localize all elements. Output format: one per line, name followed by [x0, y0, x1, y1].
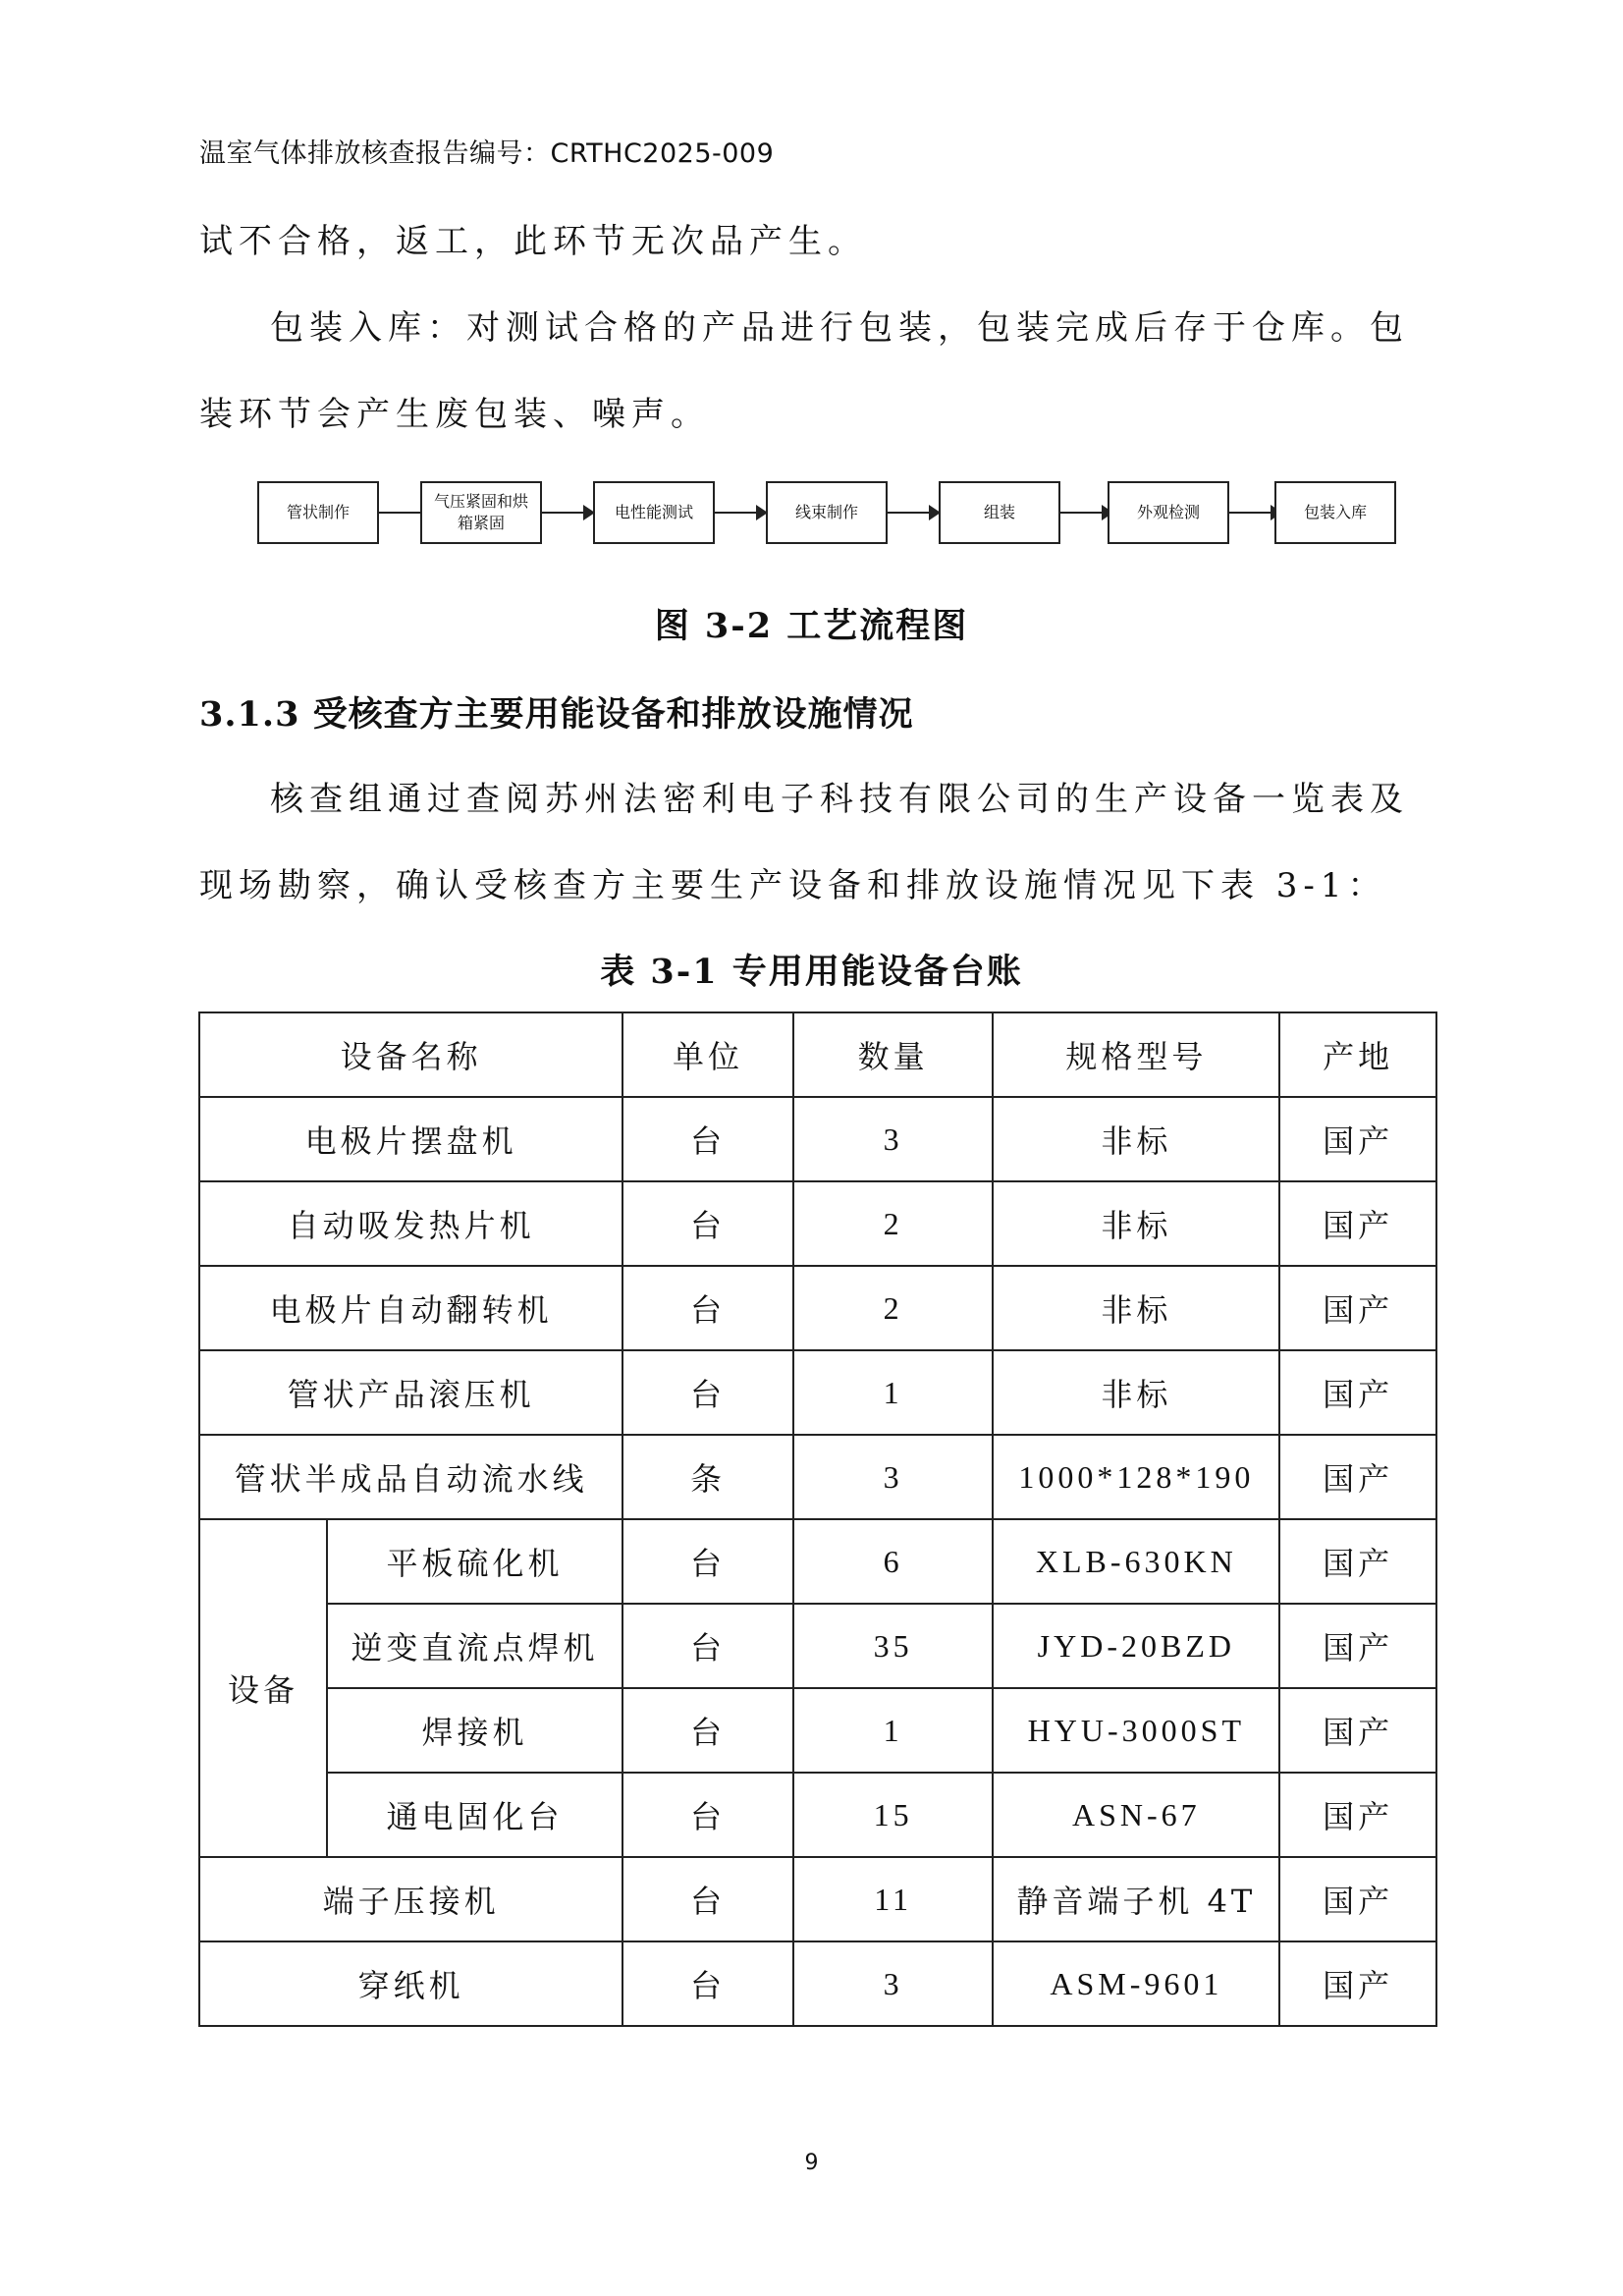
cell-spec: 非标 — [993, 1181, 1279, 1266]
section-paragraph: 核查组通过查阅苏州法密利电子科技有限公司的生产设备一览表及现场勘察，确认受核查方主要生产设备和排放设施情况见下表 3-1： — [199, 780, 1409, 905]
cell-origin: 国产 — [1279, 1941, 1436, 2026]
paragraph-packaging: 包装入库：对测试合格的产品进行包装，包装完成后存于仓库。包装环节会产生废包装、噪声。 — [199, 308, 1409, 434]
cell-unit: 台 — [622, 1941, 793, 2026]
flow-step: 管状制作 — [257, 481, 379, 544]
cell-unit: 台 — [622, 1857, 793, 1941]
cell-spec: ASM-9601 — [993, 1941, 1279, 2026]
cell-qty: 3 — [793, 1941, 994, 2026]
cell-qty: 2 — [793, 1181, 994, 1266]
table-row — [199, 1688, 1436, 1773]
section-title: 3.1.3 受核查方主要用能设备和排放设施情况 — [199, 694, 914, 735]
table-row — [199, 1266, 1436, 1350]
process-flowchart — [257, 481, 1396, 552]
cell-origin: 国产 — [1279, 1266, 1436, 1350]
cell-unit: 台 — [622, 1181, 793, 1266]
cell-qty: 6 — [793, 1519, 994, 1604]
cell-origin: 国产 — [1279, 1097, 1436, 1181]
cell-origin: 国产 — [1279, 1773, 1436, 1857]
flow-arrow — [542, 512, 593, 514]
table-caption: 表 3-1 专用用能设备台账 — [600, 952, 1023, 992]
table-row — [199, 1181, 1436, 1266]
cell-origin: 国产 — [1279, 1519, 1436, 1604]
flow-step: 气压紧固和烘箱紧固 — [420, 481, 542, 544]
flow-step: 组装 — [939, 481, 1060, 544]
page-number: 9 — [804, 2151, 819, 2175]
flow-step: 电性能测试 — [593, 481, 715, 544]
cell-group-label: 设备 — [199, 1519, 327, 1857]
cell-name: 通电固化台 — [327, 1773, 622, 1857]
cell-spec: HYU-3000ST — [993, 1688, 1279, 1773]
cell-origin: 国产 — [1279, 1688, 1436, 1773]
cell-spec: ASN-67 — [993, 1773, 1279, 1857]
flow-arrow — [715, 512, 766, 514]
cell-qty: 3 — [793, 1097, 994, 1181]
flow-arrow — [888, 512, 939, 514]
cell-name: 管状半成品自动流水线 — [199, 1435, 622, 1519]
header-name: 设备名称 — [199, 1012, 622, 1097]
cell-spec: 非标 — [993, 1350, 1279, 1435]
cell-qty: 35 — [793, 1604, 994, 1688]
cell-name: 穿纸机 — [199, 1941, 622, 2026]
cell-unit: 条 — [622, 1435, 793, 1519]
flow-step: 外观检测 — [1108, 481, 1229, 544]
header-origin: 产地 — [1279, 1012, 1436, 1097]
cell-unit: 台 — [622, 1350, 793, 1435]
table-row — [199, 1941, 1436, 2026]
cell-spec: JYD-20BZD — [993, 1604, 1279, 1688]
cell-qty: 3 — [793, 1435, 994, 1519]
flow-step: 包装入库 — [1274, 481, 1396, 544]
table-row — [199, 1857, 1436, 1941]
cell-origin: 国产 — [1279, 1181, 1436, 1266]
cell-unit: 台 — [622, 1519, 793, 1604]
cell-qty: 11 — [793, 1857, 994, 1941]
cell-name: 电极片自动翻转机 — [199, 1266, 622, 1350]
table-row — [199, 1350, 1436, 1435]
cell-name: 自动吸发热片机 — [199, 1181, 622, 1266]
cell-spec: 非标 — [993, 1266, 1279, 1350]
cell-qty: 1 — [793, 1688, 994, 1773]
cell-origin: 国产 — [1279, 1857, 1436, 1941]
cell-name: 端子压接机 — [199, 1857, 622, 1941]
cell-name: 逆变直流点焊机 — [327, 1604, 622, 1688]
cell-spec: 1000*128*190 — [993, 1435, 1279, 1519]
cell-unit: 台 — [622, 1773, 793, 1857]
table-row — [199, 1604, 1436, 1688]
cell-origin: 国产 — [1279, 1435, 1436, 1519]
flow-step: 线束制作 — [766, 481, 888, 544]
table-row — [199, 1097, 1436, 1181]
cell-spec: 非标 — [993, 1097, 1279, 1181]
cell-name: 平板硫化机 — [327, 1519, 622, 1604]
cell-spec: 静音端子机 4T — [993, 1857, 1279, 1941]
header-spec: 规格型号 — [993, 1012, 1279, 1097]
flow-arrow — [1229, 512, 1280, 514]
figure-caption: 图 3-2 工艺流程图 — [654, 606, 969, 646]
table-row — [199, 1519, 1436, 1604]
cell-unit: 台 — [622, 1688, 793, 1773]
header-unit: 单位 — [622, 1012, 793, 1097]
report-header: 温室气体排放核查报告编号：CRTHC2025-009 — [199, 138, 775, 169]
cell-spec: XLB-630KN — [993, 1519, 1279, 1604]
cell-qty: 15 — [793, 1773, 994, 1857]
cell-origin: 国产 — [1279, 1604, 1436, 1688]
cell-unit: 台 — [622, 1097, 793, 1181]
header-qty: 数量 — [793, 1012, 994, 1097]
cell-qty: 2 — [793, 1266, 994, 1350]
table-row — [199, 1773, 1436, 1857]
cell-qty: 1 — [793, 1350, 994, 1435]
cell-name: 管状产品滚压机 — [199, 1350, 622, 1435]
cell-name: 电极片摆盘机 — [199, 1097, 622, 1181]
cell-origin: 国产 — [1279, 1350, 1436, 1435]
table-row — [199, 1435, 1436, 1519]
cell-unit: 台 — [622, 1266, 793, 1350]
equipment-table — [198, 1011, 1437, 2027]
cell-unit: 台 — [622, 1604, 793, 1688]
cell-name: 焊接机 — [327, 1688, 622, 1773]
paragraph-continuation: 试不合格，返工，此环节无次品产生。 — [199, 222, 867, 261]
flow-arrow — [1060, 512, 1111, 514]
table-header-row — [199, 1012, 1436, 1097]
